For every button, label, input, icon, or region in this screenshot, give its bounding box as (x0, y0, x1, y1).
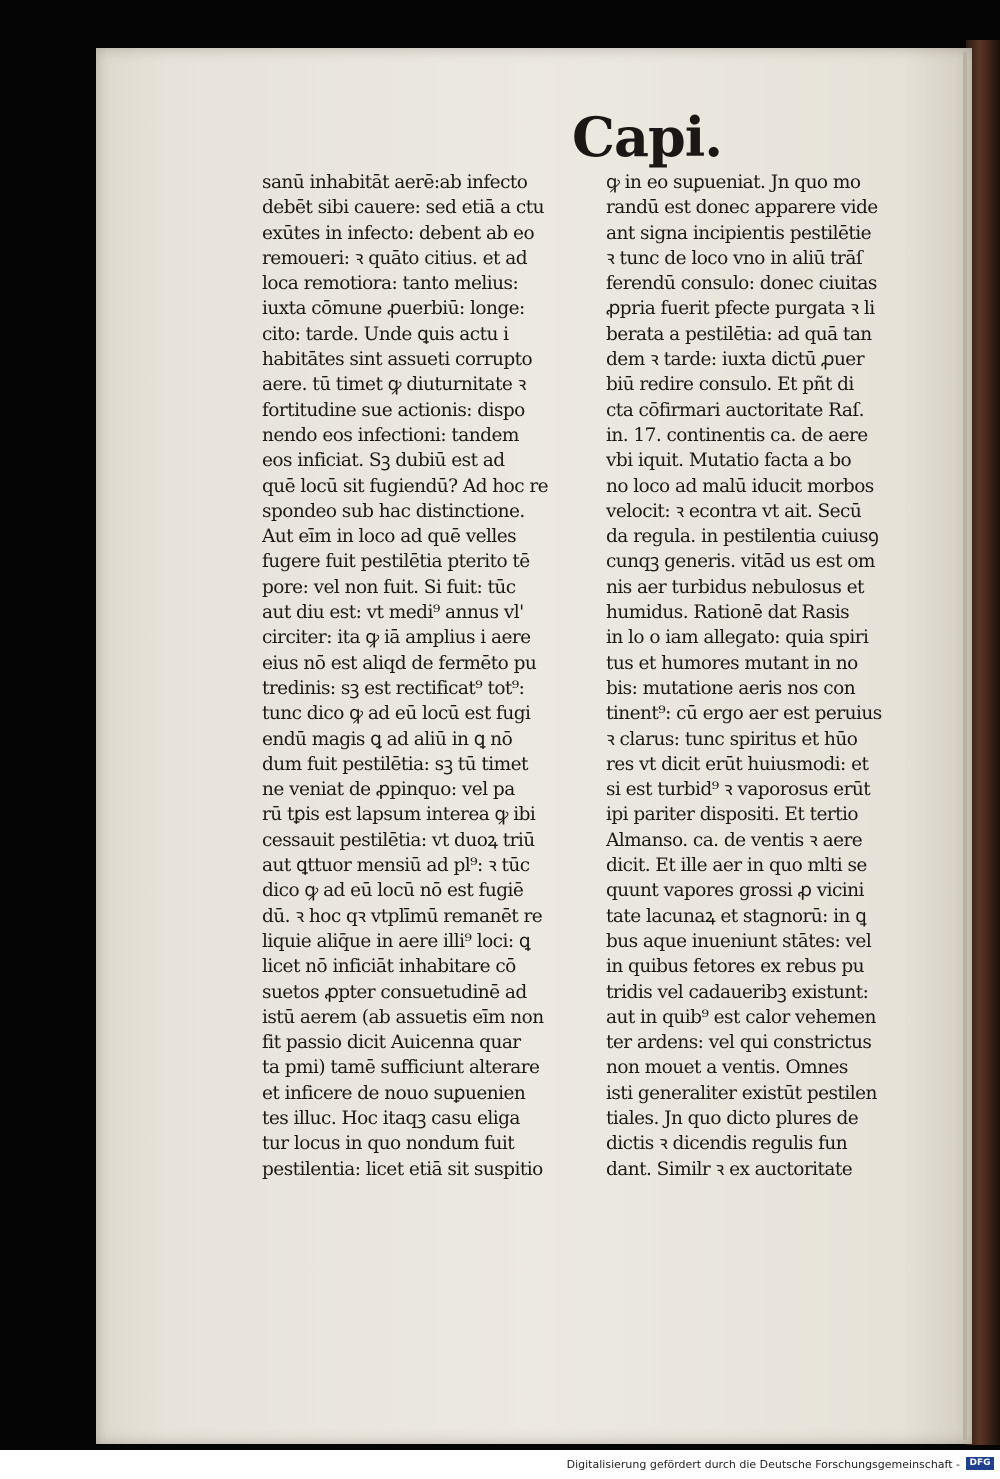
text-column-right (606, 170, 928, 1182)
left-column-line: circiter: ita ꝙ iā amplius i aere (262, 627, 531, 649)
right-column-line: tus et humores mutant in no (606, 652, 858, 674)
right-column-line: da regula. in pestilentia cuiusꝯ (606, 526, 879, 548)
right-column-line: no loco ad malū iducit morbos (606, 475, 874, 497)
left-column-line: cessauit pestilētia: vt duoꝝ triū (262, 829, 535, 851)
left-column-line: rū tꝑis est lapsum interea ꝙ ibi (262, 804, 536, 826)
running-heading: Capi. (572, 105, 723, 169)
right-column-line: ꝛ clarus: tunc spiritus et hūo (606, 728, 858, 750)
left-column-line: quē locū sit fugiendū? Ad hoc re (262, 475, 549, 497)
left-column-line: ne veniat de ꝓpinquo: vel pa (262, 779, 515, 801)
right-column-line: ferendū consulo: donec ciuitas (606, 273, 877, 295)
right-column-line: tridis vel cadaueribꝫ existunt: (606, 981, 869, 1003)
left-column-line: liquie aliq̄ue in aere illi⁹ loci: ꝗ (262, 930, 531, 952)
right-column-line: dictis ꝛ dicendis regulis fun (606, 1133, 848, 1155)
right-column-line: velocit: ꝛ econtra vt ait. Secū (606, 500, 862, 522)
right-column-line: non mouet a ventis. Omnes (606, 1057, 848, 1079)
left-column-line: dū. ꝛ hoc qꝛ vtplīmū remanēt re (262, 905, 543, 927)
right-column-line: tate lacunaꝝ et stagnorū: in ꝗ (606, 905, 867, 927)
right-column-line: in quibus fetores ex rebus pu (606, 956, 865, 978)
right-column-line: humidus. Rationē dat Rasis (606, 602, 850, 624)
right-column-line: berata a pestilētia: ad quā tan (606, 323, 872, 345)
left-column-line: pore: vel non fuit. Si fuit: tūc (262, 576, 516, 598)
left-column-line: habitātes sint assueti corrupto (262, 349, 533, 371)
left-column-line: fugere fuit pestilētia pterito tē (262, 551, 530, 573)
left-column-line: aut diu est: vt medi⁹ annus vl' (262, 602, 524, 624)
left-column-line: exūtes in infecto: debent ab eo (262, 222, 535, 244)
left-column-line: ta pmi) tamē sufficiunt alterare (262, 1057, 540, 1079)
left-column-line: dum fuit pestilētia: sꝫ tū timet (262, 753, 528, 775)
right-column-line: cunqꝫ generis. vitād us est om (606, 551, 875, 573)
right-column-line: ꝛ tunc de loco vno in aliū trāſ (606, 247, 863, 269)
left-column-line: spondeo sub hac distinctione. (262, 500, 525, 522)
right-column-line: tiales. Jn quo dicto plures de (606, 1107, 859, 1129)
right-column-line: aut in quib⁹ est calor vehemen (606, 1006, 876, 1028)
dfg-logo: DFG (966, 1457, 994, 1470)
right-column-line: quunt vapores grossi ꝓ vicini (606, 880, 864, 902)
left-column-line: tes illuc. Hoc itaqꝫ casu eliga (262, 1107, 520, 1129)
right-column-line: bus aque inueniunt stātes: vel (606, 930, 872, 952)
right-column-line: vbi iquit. Mutatio facta a bo (606, 450, 852, 472)
left-column-line: tunc dico ꝙ ad eū locū est fugi (262, 703, 531, 725)
left-column-line: fit passio dicit Auicenna quar (262, 1032, 521, 1054)
left-column-line: iuxta cōmune ꝓuerbiū: longe: (262, 298, 525, 320)
left-column-line: et inficere de nouo suꝑuenien (262, 1082, 526, 1104)
right-column-line: dem ꝛ tarde: iuxta dictū ꝓuer (606, 349, 865, 371)
left-column-line: endū magis ꝗ ad aliū in ꝗ nō (262, 728, 513, 750)
left-column-line: cito: tarde. Unde ꝗuis actu i (262, 323, 509, 345)
left-column-line: eos inficiat. Sꝫ dubiū est ad (262, 450, 505, 472)
right-column-line: nis aer turbidus nebulosus et (606, 576, 864, 598)
left-column-line: suetos ꝓpter consuetudinē ad (262, 981, 527, 1003)
page-edge (963, 52, 967, 1440)
right-column-line: ꝓpria fuerit pfecte purgata ꝛ li (606, 298, 875, 320)
left-column-line: istū aerem (ab assuetis eīm non (262, 1006, 544, 1028)
text-column-left (262, 170, 584, 1182)
right-column-line: si est turbid⁹ ꝛ vaporosus erūt (606, 779, 871, 801)
left-column-line: sanū inhabitāt aerē:ab infecto (262, 172, 528, 193)
right-column-line: in. 17. continentis ca. de aere (606, 424, 868, 446)
right-column-line: ant signa incipientis pestilētie (606, 222, 871, 244)
left-column-line: Aut eīm in loco ad quē velles (262, 526, 517, 548)
left-column-line: aere. tū timet ꝙ diuturnitate ꝛ (262, 374, 526, 396)
left-column-line: aut ꝗttuor mensiū ad pl⁹: ꝛ tūc (262, 855, 530, 877)
left-column-line: nendo eos infectioni: tandem (262, 424, 519, 446)
right-column-line: randū est donec apparere vide (606, 197, 878, 219)
left-column-line: debēt sibi cauere: sed etiā a ctu (262, 197, 544, 219)
right-column-line: ꝙ in eo suꝑueniat. Jn quo mo (606, 172, 861, 193)
right-column-line: res vt dicit erūt huiusmodi: et (606, 753, 869, 775)
right-column-line: Almanso. ca. de ventis ꝛ aere (606, 829, 863, 851)
left-column-line: tredinis: sꝫ est rectificat⁹ tot⁹: (262, 677, 525, 699)
right-column-line: isti generaliter existūt pestilen (606, 1082, 877, 1104)
right-column-line: cta cōfirmari auctoritate Raſ. (606, 399, 865, 421)
left-column-line: remoueri: ꝛ quāto citius. et ad (262, 247, 527, 269)
left-column-line: pestilentia: licet etiā sit suspitio (262, 1158, 543, 1180)
funding-credit: Digitalisierung gefördert durch die Deutsche Forschungsgemeinschaft - (566, 1458, 960, 1471)
right-column-line: bis: mutatione aeris nos con (606, 677, 856, 699)
left-column-line: tur locus in quo nondum fuit (262, 1133, 515, 1155)
right-column-line: ter ardens: vel qui constrictus (606, 1032, 872, 1054)
right-column-line: ipi pariter dispositi. Et tertio (606, 804, 858, 826)
right-column-line: dicit. Et ille aer in quo mlti se (606, 855, 867, 877)
right-column-line: dant. Similr ꝛ ex auctoritate (606, 1158, 853, 1180)
left-column-line: loca remotiora: tanto melius: (262, 273, 519, 295)
left-column-line: eius nō est aliqd de fermēto pu (262, 652, 537, 674)
left-column-line: licet nō inficiāt inhabitare cō (262, 956, 516, 978)
left-column-line: fortitudine sue actionis: dispo (262, 399, 525, 421)
right-column-line: tinent⁹: cū ergo aer est peruius (606, 703, 882, 725)
left-column-line: dico ꝙ ad eū locū nō est fugiē (262, 880, 524, 902)
right-column-line: biū redire consulo. Et pñt di (606, 374, 854, 396)
right-column-line: in lo o iam allegato: quia spiri (606, 627, 869, 649)
